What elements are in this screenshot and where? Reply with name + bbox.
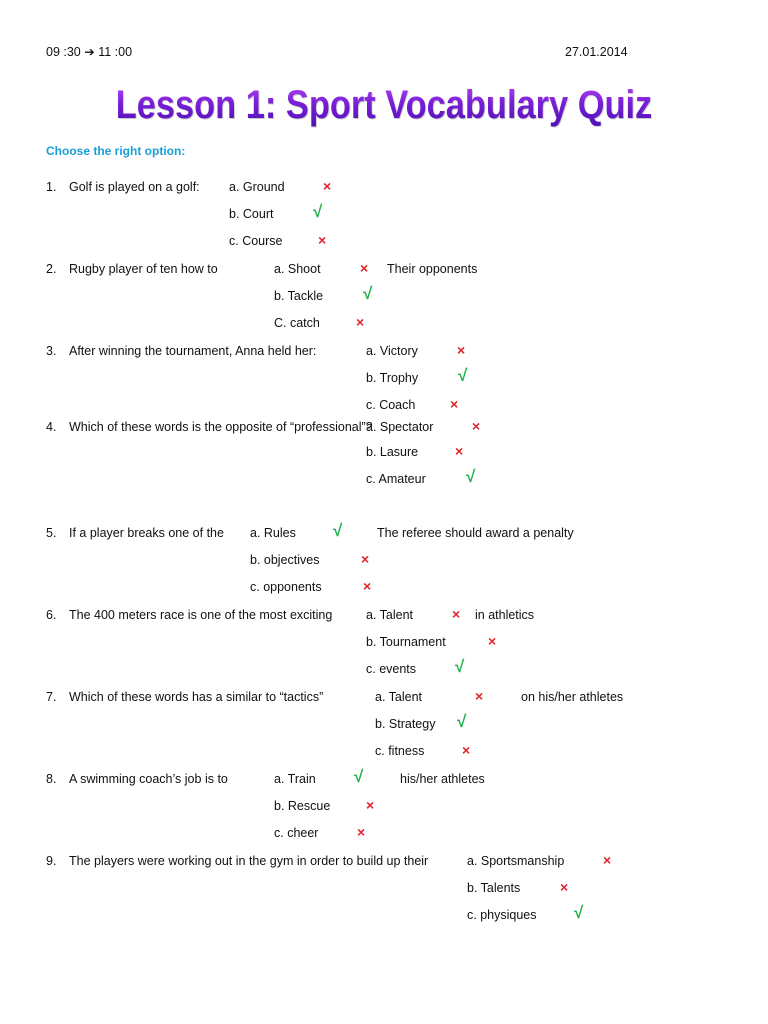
instruction: Choose the right option: [46,144,186,158]
option-label: C. catch [274,316,320,330]
checkmark-icon: √ [332,521,342,540]
option-label: c. cheer [274,826,319,840]
option-label: a. Talent [366,608,414,622]
cross-icon: × [356,314,365,330]
checkmark-icon: √ [362,284,372,303]
cross-icon: × [323,178,332,194]
cross-icon: × [472,418,481,434]
cross-icon: × [357,824,366,840]
question-text: A swimming coach’s job is to [69,772,228,786]
option-label: c. events [366,662,417,676]
option-label: a. Rules [250,526,296,540]
option-label: c. Course [229,234,283,248]
cross-icon: × [603,852,612,868]
option-label: b. Tournament [366,635,446,649]
option-label: b. Rescue [274,799,331,813]
option-label: b. Strategy [375,717,436,731]
cross-icon: × [560,879,569,895]
checkmark-icon: √ [456,712,466,731]
question-trailing-text: in athletics [475,608,535,622]
cross-icon: × [452,606,461,622]
question-text: Which of these words is the opposite of “professional”? [69,420,373,434]
option-label: c. opponents [250,580,322,594]
checkmark-icon: √ [353,767,363,786]
option-label: b. Tackle [274,289,324,303]
option-label: a. Victory [366,344,418,358]
question-number: 3. [46,344,57,358]
question-text: After winning the tournament, Anna held her: [69,344,317,358]
checkmark-icon: √ [465,467,475,486]
cross-icon: × [363,578,372,594]
checkmark-icon: √ [312,202,322,221]
question-number: 8. [46,772,57,786]
cross-icon: × [361,551,370,567]
question-text: The 400 meters race is one of the most exciting [69,608,333,622]
question-trailing-text: on his/her athletes [521,690,624,704]
cross-icon: × [457,342,466,358]
option-label: c. fitness [375,744,425,758]
question-number: 7. [46,690,57,704]
question-trailing-text: his/her athletes [400,772,485,786]
option-label: c. Amateur [366,472,426,486]
question-trailing-text: The referee should award a penalty [377,526,574,540]
cross-icon: × [450,396,459,412]
question-number: 4. [46,420,57,434]
page-title: Lesson 1: Sport Vocabulary Quiz [54,80,714,130]
start-time: 09 :30 [46,45,85,59]
question-text: Rugby player of ten how to [69,262,218,276]
cross-icon: × [475,688,484,704]
option-label: a. Train [274,772,316,786]
question-number: 9. [46,854,57,868]
header-date: 27.01.2014 [565,45,628,59]
option-label: a. Talent [375,690,423,704]
option-label: c. physiques [467,908,537,922]
option-label: b. Trophy [366,371,419,385]
checkmark-icon: √ [573,903,583,922]
question-number: 5. [46,526,57,540]
option-label: b. Talents [467,881,521,895]
question-number: 6. [46,608,57,622]
option-label: b. Court [229,207,274,221]
checkmark-icon: √ [457,366,467,385]
question-number: 1. [46,180,57,194]
cross-icon: × [488,633,497,649]
option-label: a. Ground [229,180,285,194]
cross-icon: × [462,742,471,758]
question-number: 2. [46,262,57,276]
option-label: b. Lasure [366,445,419,459]
question-text: The players were working out in the gym in order to build up their [69,854,429,868]
cross-icon: × [360,260,369,276]
checkmark-icon: √ [454,657,464,676]
question-text: Golf is played on a golf: [69,180,200,194]
cross-icon: × [318,232,327,248]
end-time: 11 :00 [94,45,133,59]
option-label: c. Coach [366,398,416,412]
option-label: a. Shoot [274,262,321,276]
question-text: Which of these words has a similar to “tactics” [69,690,324,704]
question-trailing-text: Their opponents [387,262,478,276]
cross-icon: × [366,797,375,813]
header-time [46,44,132,60]
cross-icon: × [455,443,464,459]
question-text: If a player breaks one of the [69,526,224,540]
option-label: b. objectives [250,553,320,567]
arrow-icon: ➔ [84,45,95,59]
option-label: a. Sportsmanship [467,854,565,868]
option-label: a. Spectator [366,420,434,434]
